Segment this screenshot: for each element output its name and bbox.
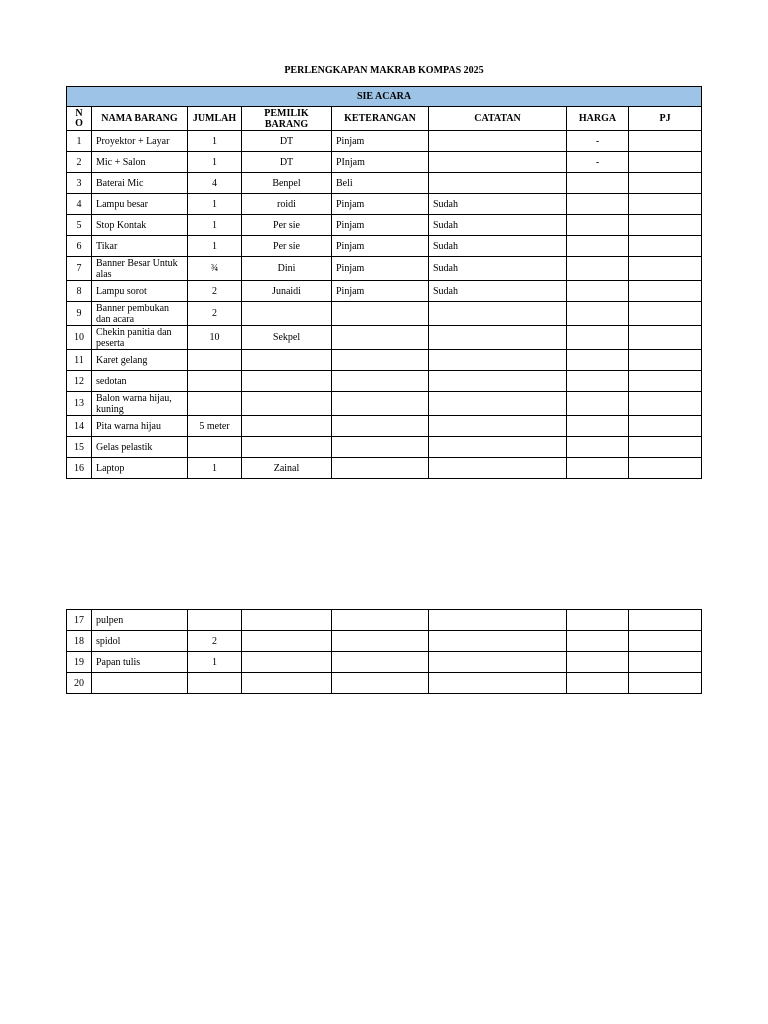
table-row [67, 631, 702, 652]
cell-jumlah [188, 392, 242, 416]
cell-pemilik-barang [242, 631, 332, 652]
cell-catatan [429, 350, 567, 371]
cell-keterangan [332, 326, 429, 350]
col-header-harga: HARGA [567, 107, 629, 131]
cell-pj [629, 610, 702, 631]
cell-catatan [429, 673, 567, 694]
cell-keterangan: Pinjam [332, 236, 429, 257]
table-row [67, 350, 702, 371]
cell-pemilik-barang: Dini [242, 257, 332, 281]
cell-harga [567, 392, 629, 416]
cell-jumlah: 1 [188, 652, 242, 673]
col-header-pemilik-line1: PEMILIK [264, 107, 309, 119]
cell-no: 16 [67, 458, 92, 479]
cell-catatan: Sudah [429, 281, 567, 302]
col-header-keterangan: KETERANGAN [332, 107, 429, 131]
cell-jumlah: 10 [188, 326, 242, 350]
cell-nama-barang: Baterai Mic [92, 173, 188, 194]
cell-keterangan [332, 416, 429, 437]
section-header-row [67, 87, 702, 107]
cell-keterangan: Pinjam [332, 257, 429, 281]
cell-pj [629, 416, 702, 437]
cell-nama-barang: Chekin panitia dan peserta [92, 326, 188, 350]
cell-jumlah: 2 [188, 631, 242, 652]
cell-keterangan: Pinjam [332, 281, 429, 302]
cell-pemilik-barang [242, 610, 332, 631]
cell-pemilik-barang [242, 392, 332, 416]
table-row [67, 302, 702, 326]
cell-pj [629, 631, 702, 652]
cell-keterangan [332, 458, 429, 479]
table-row [67, 281, 702, 302]
cell-harga [567, 610, 629, 631]
table-row [67, 194, 702, 215]
cell-pj [629, 215, 702, 236]
cell-nama-barang: Tikar [92, 236, 188, 257]
cell-keterangan [332, 652, 429, 673]
table-row [67, 437, 702, 458]
cell-pemilik-barang [242, 416, 332, 437]
cell-no: 18 [67, 631, 92, 652]
cell-nama-barang: Laptop [92, 458, 188, 479]
col-header-no-line1: N [75, 107, 83, 119]
cell-harga [567, 673, 629, 694]
cell-nama-barang: Karet gelang [92, 350, 188, 371]
cell-catatan [429, 392, 567, 416]
cell-jumlah: 1 [188, 458, 242, 479]
cell-harga [567, 236, 629, 257]
col-header-catatan: CATATAN [429, 107, 567, 131]
cell-catatan [429, 371, 567, 392]
cell-catatan [429, 631, 567, 652]
table-row [67, 236, 702, 257]
table-row [67, 131, 702, 152]
cell-pemilik-barang [242, 302, 332, 326]
col-header-pemilik-barang [242, 107, 332, 131]
table-row [67, 173, 702, 194]
col-header-pemilik-line2: BARANG [264, 118, 309, 130]
cell-keterangan: Pinjam [332, 215, 429, 236]
cell-pj [629, 437, 702, 458]
equipment-table-continued [66, 609, 702, 694]
cell-no: 13 [67, 392, 92, 416]
cell-pj [629, 458, 702, 479]
cell-harga [567, 458, 629, 479]
cell-jumlah [188, 350, 242, 371]
cell-keterangan [332, 371, 429, 392]
cell-jumlah [188, 437, 242, 458]
cell-jumlah: ¾ [188, 257, 242, 281]
cell-no: 8 [67, 281, 92, 302]
cell-pemilik-barang: Zainal [242, 458, 332, 479]
cell-catatan [429, 302, 567, 326]
cell-harga: - [567, 131, 629, 152]
cell-nama-barang: Banner Besar Untuk alas [92, 257, 188, 281]
cell-harga [567, 281, 629, 302]
cell-keterangan [332, 392, 429, 416]
cell-pemilik-barang: DT [242, 131, 332, 152]
table-row [67, 416, 702, 437]
cell-keterangan [332, 673, 429, 694]
cell-jumlah [188, 371, 242, 392]
cell-pj [629, 236, 702, 257]
cell-pemilik-barang: Benpel [242, 173, 332, 194]
cell-catatan [429, 416, 567, 437]
cell-nama-barang: pulpen [92, 610, 188, 631]
cell-no: 3 [67, 173, 92, 194]
table-row [67, 610, 702, 631]
section-title: SIE ACARA [67, 87, 702, 107]
cell-nama-barang: spidol [92, 631, 188, 652]
cell-catatan [429, 131, 567, 152]
cell-no: 14 [67, 416, 92, 437]
cell-harga [567, 194, 629, 215]
cell-jumlah [188, 610, 242, 631]
page-title: PERLENGKAPAN MAKRAB KOMPAS 2025 [284, 65, 484, 76]
col-header-no-line2: O [75, 117, 83, 129]
cell-pj [629, 392, 702, 416]
cell-pemilik-barang [242, 371, 332, 392]
col-header-nama-barang: NAMA BARANG [92, 107, 188, 131]
cell-pj [629, 152, 702, 173]
cell-catatan: Sudah [429, 215, 567, 236]
cell-no: 20 [67, 673, 92, 694]
cell-nama-barang: Lampu sorot [92, 281, 188, 302]
cell-nama-barang: Lampu besar [92, 194, 188, 215]
cell-pemilik-barang: Junaidi [242, 281, 332, 302]
cell-catatan [429, 326, 567, 350]
cell-pemilik-barang: Per sie [242, 215, 332, 236]
cell-catatan [429, 458, 567, 479]
cell-harga [567, 652, 629, 673]
cell-keterangan [332, 350, 429, 371]
table-row [67, 152, 702, 173]
table-body [67, 131, 702, 479]
cell-harga [567, 631, 629, 652]
cell-pj [629, 131, 702, 152]
table-row [67, 392, 702, 416]
cell-no: 7 [67, 257, 92, 281]
cell-catatan: Sudah [429, 236, 567, 257]
cell-pj [629, 173, 702, 194]
cell-harga [567, 371, 629, 392]
cell-jumlah: 1 [188, 131, 242, 152]
cell-nama-barang: Balon warna hijau, kuning [92, 392, 188, 416]
col-header-no [67, 107, 92, 131]
cell-pj [629, 194, 702, 215]
cell-catatan: Sudah [429, 257, 567, 281]
cell-no: 10 [67, 326, 92, 350]
cell-keterangan: Beli [332, 173, 429, 194]
cell-keterangan: Pinjam [332, 194, 429, 215]
cell-nama-barang: sedotan [92, 371, 188, 392]
cell-no: 2 [67, 152, 92, 173]
cell-pemilik-barang [242, 652, 332, 673]
cell-harga [567, 302, 629, 326]
col-header-pj: PJ [629, 107, 702, 131]
cell-pj [629, 281, 702, 302]
cell-jumlah: 2 [188, 281, 242, 302]
table-row [67, 652, 702, 673]
cell-catatan [429, 652, 567, 673]
cell-no: 9 [67, 302, 92, 326]
cell-pj [629, 257, 702, 281]
cell-harga [567, 257, 629, 281]
table-row [67, 326, 702, 350]
cell-harga [567, 326, 629, 350]
cell-no: 4 [67, 194, 92, 215]
cell-pemilik-barang [242, 673, 332, 694]
equipment-table [66, 86, 702, 479]
table-row [67, 673, 702, 694]
cell-jumlah: 5 meter [188, 416, 242, 437]
cell-keterangan [332, 302, 429, 326]
cell-nama-barang [92, 673, 188, 694]
cell-catatan [429, 437, 567, 458]
table-body-continued [67, 610, 702, 694]
cell-keterangan [332, 631, 429, 652]
cell-jumlah: 1 [188, 152, 242, 173]
cell-pj [629, 371, 702, 392]
table-row [67, 458, 702, 479]
cell-harga [567, 173, 629, 194]
cell-no: 5 [67, 215, 92, 236]
cell-pj [629, 326, 702, 350]
cell-jumlah: 2 [188, 302, 242, 326]
table-row [67, 257, 702, 281]
cell-pj [629, 350, 702, 371]
cell-no: 19 [67, 652, 92, 673]
cell-catatan: Sudah [429, 194, 567, 215]
cell-pemilik-barang: Sekpel [242, 326, 332, 350]
cell-harga: - [567, 152, 629, 173]
cell-catatan [429, 173, 567, 194]
cell-pj [629, 673, 702, 694]
cell-nama-barang: Mic + Salon [92, 152, 188, 173]
cell-keterangan [332, 610, 429, 631]
cell-jumlah: 4 [188, 173, 242, 194]
cell-pj [629, 652, 702, 673]
cell-jumlah: 1 [188, 215, 242, 236]
cell-harga [567, 437, 629, 458]
column-header-row [67, 107, 702, 131]
cell-jumlah: 1 [188, 194, 242, 215]
cell-pemilik-barang: roidi [242, 194, 332, 215]
cell-harga [567, 350, 629, 371]
cell-pemilik-barang: DT [242, 152, 332, 173]
cell-no: 11 [67, 350, 92, 371]
cell-jumlah: 1 [188, 236, 242, 257]
cell-harga [567, 416, 629, 437]
cell-pemilik-barang [242, 350, 332, 371]
cell-nama-barang: Pita warna hijau [92, 416, 188, 437]
cell-no: 6 [67, 236, 92, 257]
cell-catatan [429, 152, 567, 173]
cell-harga [567, 215, 629, 236]
cell-keterangan: PInjam [332, 152, 429, 173]
cell-no: 1 [67, 131, 92, 152]
table-row [67, 215, 702, 236]
cell-no: 15 [67, 437, 92, 458]
cell-jumlah [188, 673, 242, 694]
cell-nama-barang: Stop Kontak [92, 215, 188, 236]
cell-keterangan: Pinjam [332, 131, 429, 152]
table-row [67, 371, 702, 392]
cell-nama-barang: Gelas pelastik [92, 437, 188, 458]
cell-nama-barang: Papan tulis [92, 652, 188, 673]
col-header-jumlah: JUMLAH [188, 107, 242, 131]
cell-keterangan [332, 437, 429, 458]
cell-pemilik-barang [242, 437, 332, 458]
cell-nama-barang: Banner pembukan dan acara [92, 302, 188, 326]
cell-nama-barang: Proyektor + Layar [92, 131, 188, 152]
cell-pemilik-barang: Per sie [242, 236, 332, 257]
cell-pj [629, 302, 702, 326]
cell-catatan [429, 610, 567, 631]
cell-no: 12 [67, 371, 92, 392]
cell-no: 17 [67, 610, 92, 631]
